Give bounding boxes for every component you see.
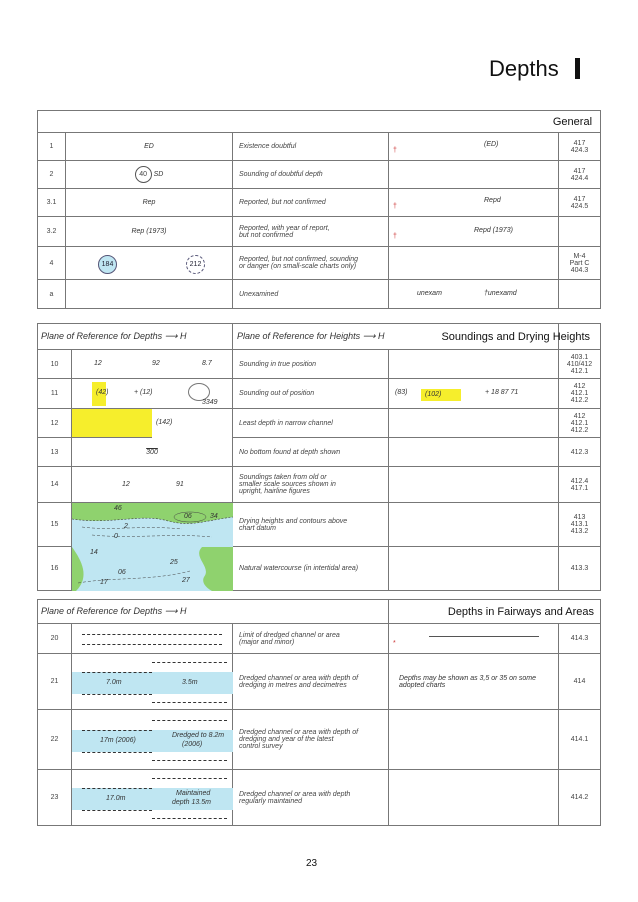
table-row: 4 184 212 Reported, but not confirmed, sounding or danger (on small-scale charts only) M-4 Part C 404.3	[38, 247, 601, 280]
doubtful-sounding-circle: 40	[135, 166, 152, 183]
table-row: 1 ED Existence doubtful † (ED) 417 424.3	[38, 133, 601, 161]
fairways-table: Plane of Reference for Depths ⟶ H Depths in Fairways and Areas 20 Limit of dredged channel or area (major and minor) * 414.3 21 7.0m 3.5m Dredged channel or area with depth of dredging in metres and decimetres Depths may be shown as 3,5 or 35 on some adopted charts 414 22 17m (2006) Dredged to 8.2m (2006) Dredged channel or area with depth of dredging and year of the latest control survey 414.1 23 17.0m Maintained depth 13.5m Dredged channel or area with depth regularly maintained 414.2	[37, 599, 601, 826]
table-row: 3.2 Rep (1973) Reported, with year of report, but not confirmed † Repd (1973)	[38, 217, 601, 247]
table-row: 14 12 91 Soundings taken from old or smaller scale sources shown in upright, hairline figures 412.4 417.1	[38, 467, 601, 503]
reported-sounding-circle: 212	[186, 255, 205, 274]
page-number: 23	[306, 858, 318, 869]
table-row: 13 300 No bottom found at depth shown 412.3	[38, 438, 601, 467]
general-table	[37, 110, 601, 309]
reported-danger-circle: 184	[98, 255, 117, 274]
table-row: a Unexamined unexam †unexamd	[38, 280, 601, 309]
table-row: 10 12 92 8.7 Sounding in true position 403.1 410/412 412.1	[38, 350, 601, 379]
table-row: 22 17m (2006) Dredged to 8.2m (2006) Dredged channel or area with depth of dredging and year of the latest control survey 414.1	[38, 710, 601, 770]
table-row: 12 (142) Least depth in narrow channel 412 412.1 412.2	[38, 409, 601, 438]
general-header: General	[38, 111, 601, 133]
table-row: 3.1 Rep Reported, but not confirmed † Repd 417 424.5	[38, 189, 601, 217]
table-row: 23 17.0m Maintained depth 13.5m Dredged channel or area with depth regularly maintained 414.2	[38, 770, 601, 826]
drying-heights-graphic	[72, 503, 233, 547]
table-row: 15 46 06 34 2 0 Drying heights and contours above chart datum 413 413.1 413.2	[38, 503, 601, 547]
soundings-table: Plane of Reference for Depths ⟶ H Plane of Reference for Heights ⟶ H Soundings and Drying Heights 10 12 92 8.7 Sounding in true position 403.1 410/412 412.1 11 (42) + (12) 3349 Sounding out of position (83) (102) + 18 87 71 412 412.1 412.2 12 (142) Least depth in narrow channel 412 412.1 412.2 13 300 No bottom found at depth shown 412.3 14 12 91 Soundings taken from old or smaller scale sources shown in upright, hairline figures 412.4 417.1 15 46 06 34 2 0 Drying heights and contours above chart datum 413 413.1 413.2 16 14 25 06 17 27 Natural watercourse (in intertidal area) 413.3	[37, 323, 601, 591]
table-row: 20 Limit of dredged channel or area (major and minor) * 414.3	[38, 624, 601, 654]
table-row: 11 (42) + (12) 3349 Sounding out of position (83) (102) + 18 87 71 412 412.1 412.2	[38, 379, 601, 409]
table-row: 21 7.0m 3.5m Dredged channel or area with depth of dredging in metres and decimetres Depths may be shown as 3,5 or 35 on some adopted charts 414	[38, 654, 601, 710]
page-title: Depths	[489, 56, 559, 81]
table-row: 2 40 SD Sounding of doubtful depth 417 424.4	[38, 161, 601, 189]
section-marker	[575, 58, 580, 79]
table-row: 16 14 25 06 17 27 Natural watercourse (in intertidal area) 413.3	[38, 547, 601, 591]
